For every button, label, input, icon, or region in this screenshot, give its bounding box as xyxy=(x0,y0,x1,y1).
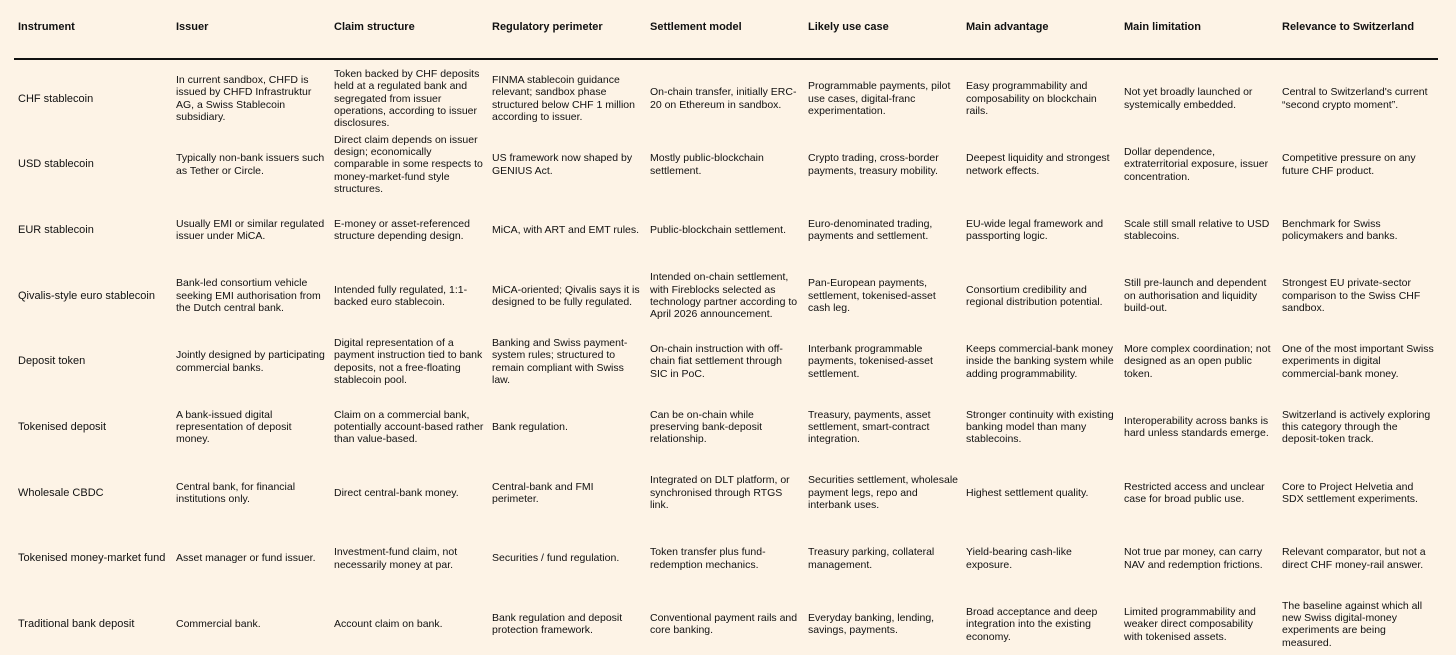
cell-claim-structure: Direct central-bank money. xyxy=(334,486,459,499)
cell-issuer: Jointly designed by participating commercial banks. xyxy=(176,349,325,374)
cell-main-advantage: Yield-bearing cash-like exposure. xyxy=(966,546,1072,571)
header-spacer xyxy=(14,59,1438,66)
cell-main-advantage: Easy programmability and composability on blockchain rails. xyxy=(966,80,1097,118)
cell-relevance-to-switzerland: Relevant comparator, but not a direct CHF money-rail answer. xyxy=(1282,546,1426,571)
cell-main-limitation: Scale still small relative to USD stablecoins. xyxy=(1124,217,1270,243)
cell-issuer: Usually EMI or similar regulated issuer under MiCA. xyxy=(176,217,325,243)
cell-relevance-to-switzerland: Strongest EU private-sector comparison to the Swiss CHF sandbox. xyxy=(1282,277,1421,315)
table-row xyxy=(14,460,1438,526)
cell-issuer: Bank-led consortium vehicle seeking EMI authorisation from the Dutch central bank. xyxy=(176,277,321,315)
cell-instrument: EUR stablecoin xyxy=(18,224,94,237)
cell-relevance-to-switzerland: Switzerland is actively exploring this category through the deposit-token track. xyxy=(1282,408,1431,446)
cell-settlement-model: Intended on-chain settlement, with Fireblocks selected as technology partner according to April 2026 announcement. xyxy=(650,271,798,321)
table-row xyxy=(14,592,1438,655)
cell-issuer: Commercial bank. xyxy=(176,618,261,631)
cell-relevance-to-switzerland: Core to Project Helvetia and SDX settlement experiments. xyxy=(1282,480,1418,505)
cell-main-limitation: Not true par money, can carry NAV and redemption frictions. xyxy=(1124,546,1263,571)
cell-settlement-model: Integrated on DLT platform, or synchronised through RTGS link. xyxy=(650,474,790,512)
cell-main-advantage: Broad acceptance and deep integration into the existing economy. xyxy=(966,605,1098,643)
cell-regulatory-perimeter: FINMA stablecoin guidance relevant; sandbox phase structured below CHF 1 million according to issuer. xyxy=(492,74,635,124)
cell-main-limitation: Interoperability across banks is hard unless standards emerge. xyxy=(1124,414,1269,440)
cell-main-limitation: Limited programmability and weaker direct composability with tokenised assets. xyxy=(1124,605,1256,643)
cell-relevance-to-switzerland: One of the most important Swiss experiments in digital commercial-bank money. xyxy=(1282,342,1434,380)
spacer-cell xyxy=(14,59,1438,66)
cell-issuer: Typically non-bank issuers such as Tether or Circle. xyxy=(176,152,325,177)
table-row xyxy=(14,526,1438,592)
cell-regulatory-perimeter: Securities / fund regulation. xyxy=(492,552,620,565)
cell-likely-use-case: Euro-denominated trading, payments and settlement. xyxy=(808,217,933,243)
cell-likely-use-case: Programmable payments, pilot use cases, digital-franc experimentation. xyxy=(808,80,951,118)
cell-likely-use-case: Everyday banking, lending, savings, payments. xyxy=(808,611,935,637)
cell-relevance-to-switzerland: Competitive pressure on any future CHF product. xyxy=(1282,152,1416,177)
cell-main-limitation: Restricted access and unclear case for broad public use. xyxy=(1124,480,1265,505)
cell-regulatory-perimeter: US framework now shaped by GENIUS Act. xyxy=(492,152,633,177)
cell-likely-use-case: Interbank programmable payments, tokenised-asset settlement. xyxy=(808,342,933,380)
cell-likely-use-case: Treasury parking, collateral management. xyxy=(808,546,935,571)
table-row xyxy=(14,66,1438,132)
cell-instrument: Traditional bank deposit xyxy=(18,618,135,631)
table-row xyxy=(14,263,1438,329)
cell-main-advantage: Consortium credibility and regional distribution potential. xyxy=(966,283,1103,308)
cell-likely-use-case: Pan-European payments, settlement, tokenised-asset cash leg. xyxy=(808,277,936,315)
header-regulatory-perimeter: Regulatory perimeter xyxy=(488,0,646,59)
cell-regulatory-perimeter: Bank regulation and deposit protection framework. xyxy=(492,611,623,637)
cell-claim-structure: Claim on a commercial bank, potentially account-based rather than value-based. xyxy=(334,408,484,446)
table-body xyxy=(14,66,1438,655)
cell-issuer: Central bank, for financial institutions only. xyxy=(176,480,296,505)
cell-main-advantage: EU-wide legal framework and passporting logic. xyxy=(966,217,1104,243)
cell-instrument: USD stablecoin xyxy=(18,158,94,171)
table-row xyxy=(14,132,1438,198)
cell-regulatory-perimeter: Banking and Swiss payment-system rules; structured to remain compliant with Swiss law. xyxy=(492,336,628,386)
cell-settlement-model: Mostly public-blockchain settlement. xyxy=(650,152,764,177)
cell-settlement-model: On-chain instruction with off-chain fiat settlement through SIC in PoC. xyxy=(650,342,783,380)
table-header xyxy=(14,0,1438,66)
cell-main-limitation: Dollar dependence, extraterritorial exposure, issuer concentration. xyxy=(1124,145,1269,183)
table-row xyxy=(14,394,1438,460)
header-instrument: Instrument xyxy=(14,0,172,59)
cell-regulatory-perimeter: MiCA-oriented; Qivalis says it is designed to be fully regulated. xyxy=(492,283,640,308)
cell-claim-structure: Direct claim depends on issuer design; economically comparable in some respects to money-market-fund style structures. xyxy=(334,133,483,196)
header-likely-use-case: Likely use case xyxy=(804,0,962,59)
cell-main-limitation: More complex coordination; not designed as an open public token. xyxy=(1124,342,1271,380)
cell-settlement-model: Conventional payment rails and core banking. xyxy=(650,611,798,637)
table-row xyxy=(14,329,1438,395)
header-main-limitation: Main limitation xyxy=(1120,0,1278,59)
cell-instrument: CHF stablecoin xyxy=(18,92,94,105)
cell-claim-structure: Investment-fund claim, not necessarily money at par. xyxy=(334,546,458,571)
cell-issuer: Asset manager or fund issuer. xyxy=(176,552,316,565)
comparison-table xyxy=(14,0,1438,655)
cell-likely-use-case: Securities settlement, wholesale payment legs, repo and interbank uses. xyxy=(808,474,958,512)
cell-claim-structure: Account claim on bank. xyxy=(334,618,443,631)
header-row xyxy=(14,0,1438,59)
cell-instrument: Deposit token xyxy=(18,355,86,368)
cell-main-advantage: Highest settlement quality. xyxy=(966,486,1089,499)
cell-relevance-to-switzerland: Benchmark for Swiss policymakers and banks. xyxy=(1282,217,1398,243)
cell-claim-structure: E-money or asset-referenced structure depending design. xyxy=(334,217,470,243)
cell-issuer: A bank-issued digital representation of deposit money. xyxy=(176,408,292,446)
header-main-advantage: Main advantage xyxy=(962,0,1120,59)
cell-instrument: Qivalis-style euro stablecoin xyxy=(18,289,155,302)
table-row xyxy=(14,197,1438,263)
header-issuer: Issuer xyxy=(172,0,330,59)
cell-main-limitation: Not yet broadly launched or systemically embedded. xyxy=(1124,86,1253,111)
cell-settlement-model: On-chain transfer, initially ERC-20 on Ethereum in sandbox. xyxy=(650,86,797,111)
cell-settlement-model: Can be on-chain while preserving bank-deposit relationship. xyxy=(650,408,763,446)
cell-relevance-to-switzerland: The baseline against which all new Swiss digital-money experiments are being measured. xyxy=(1282,599,1423,649)
cell-main-advantage: Deepest liquidity and strongest network effects. xyxy=(966,152,1110,177)
header-claim-structure: Claim structure xyxy=(330,0,488,59)
cell-regulatory-perimeter: MiCA, with ART and EMT rules. xyxy=(492,224,640,237)
header-relevance-to-switzerland: Relevance to Switzerland xyxy=(1278,0,1438,59)
cell-claim-structure: Intended fully regulated, 1:1-backed euro stablecoin. xyxy=(334,283,468,308)
cell-regulatory-perimeter: Central-bank and FMI perimeter. xyxy=(492,480,594,505)
cell-instrument: Tokenised deposit xyxy=(18,421,107,434)
cell-claim-structure: Digital representation of a payment instruction tied to bank deposits, not a free-floating stablecoin pool. xyxy=(334,336,483,386)
cell-main-advantage: Keeps commercial-bank money inside the banking system while adding programmability. xyxy=(966,342,1114,380)
cell-claim-structure: Token backed by CHF deposits held at a regulated bank and segregated from issuer operations, according to issuer disclosures. xyxy=(334,67,480,130)
cell-settlement-model: Public-blockchain settlement. xyxy=(650,224,786,237)
cell-instrument: Wholesale CBDC xyxy=(18,486,104,499)
cell-likely-use-case: Crypto trading, cross-border payments, treasury mobility. xyxy=(808,152,939,177)
header-settlement-model: Settlement model xyxy=(646,0,804,59)
cell-likely-use-case: Treasury, payments, asset settlement, smart-contract integration. xyxy=(808,408,931,446)
cell-issuer: In current sandbox, CHFD is issued by CHFD Infrastruktur AG, a Swiss Stablecoin subsidiary. xyxy=(176,74,312,124)
cell-instrument: Tokenised money-market fund xyxy=(18,552,166,565)
cell-main-limitation: Still pre-launch and dependent on authorisation and liquidity build-out. xyxy=(1124,277,1267,315)
cell-settlement-model: Token transfer plus fund-redemption mechanics. xyxy=(650,546,766,571)
cell-main-advantage: Stronger continuity with existing banking model than many stablecoins. xyxy=(966,408,1114,446)
cell-regulatory-perimeter: Bank regulation. xyxy=(492,421,568,434)
cell-relevance-to-switzerland: Central to Switzerland's current “second crypto moment”. xyxy=(1282,86,1428,111)
